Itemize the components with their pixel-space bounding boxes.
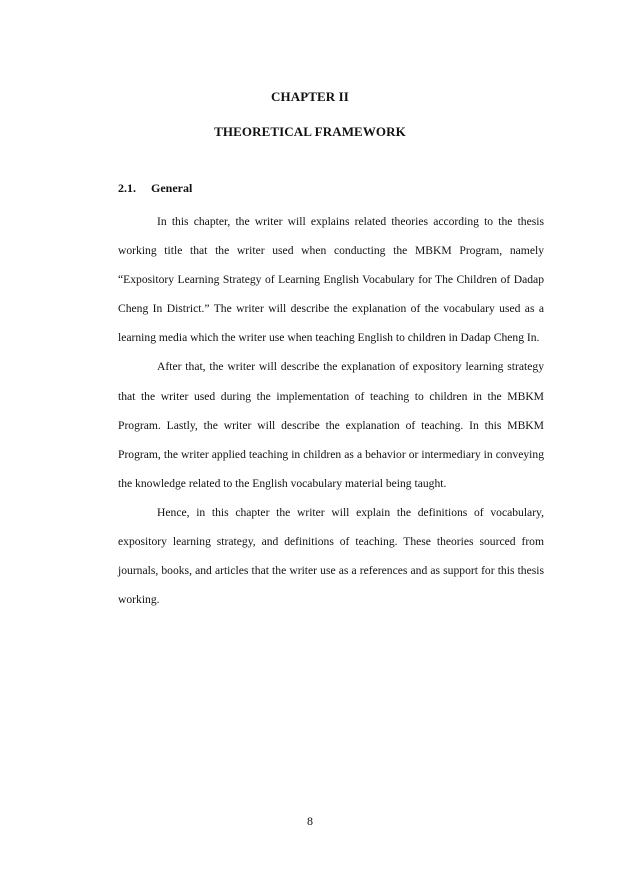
page-number: 8 (307, 814, 313, 828)
paragraph-1: In this chapter, the writer will explains related theories according to the thesis working title that the writer used when conducting the MBKM Program, namely “Expository Learning Strategy of Learning English Vocabulary for The Children of Dadap Cheng In District.” The writer will describe the explanation of the vocabulary used as a learning media which the writer use when teaching English to children in Dadap Cheng In. (118, 215, 544, 345)
section-title: General (151, 181, 193, 195)
paragraph-3: Hence, in this chapter the writer will explain the definitions of vocabulary, expository learning strategy, and definitions of teaching. These theories sourced from journals, books, and articles that the writer use as a references and as support for this thesis working. (118, 505, 544, 607)
chapter-title-heading: THEORETICAL FRAMEWORK (214, 124, 406, 139)
section-heading (118, 181, 192, 196)
body-text (118, 207, 544, 614)
section-number: 2.1. (118, 181, 136, 195)
paragraph-2: After that, the writer will describe the explanation of expository learning strategy that the writer used during the implementation of teaching to children in the MBKM Program. Lastly, the writer will describe the explanation of teaching. In this MBKM Program, the writer applied teaching in children as a behavior or intermediary in conveying the knowledge related to the English vocabulary material being taught. (118, 360, 544, 490)
chapter-number-heading: CHAPTER II (271, 89, 349, 104)
